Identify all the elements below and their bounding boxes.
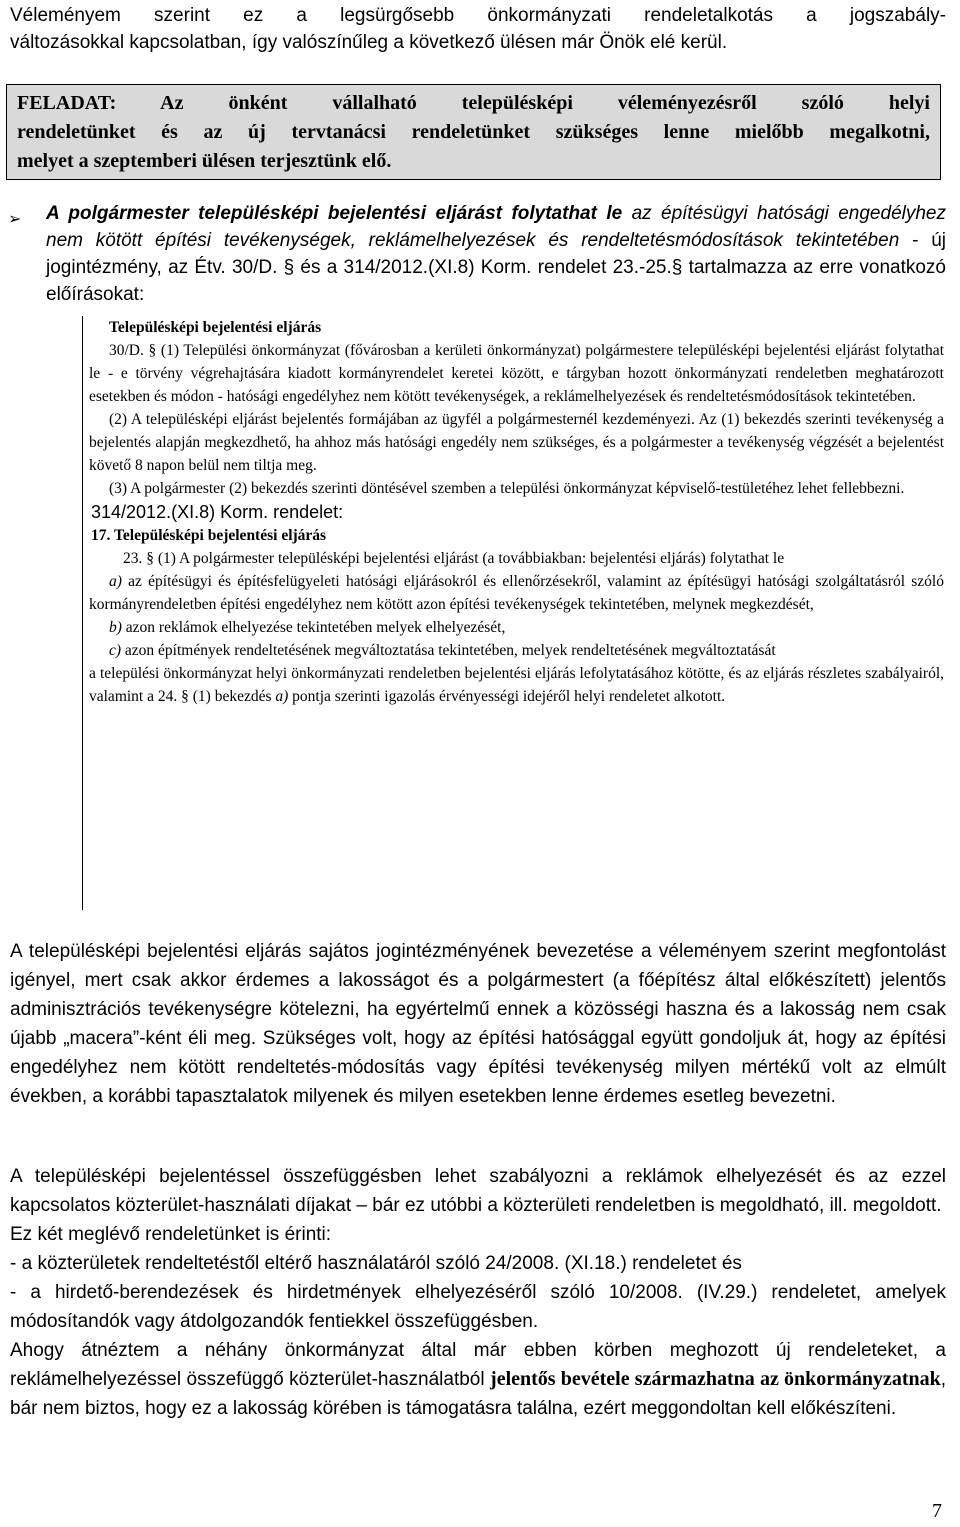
bullet-paragraph — [46, 200, 946, 308]
task-line-3: melyet a szeptemberi ülésen terjesztünk elő. — [17, 150, 392, 172]
intro-paragraph — [10, 2, 946, 56]
etv-paragraph-3: (3) A polgármester (2) bekezdés szerinti döntésével szemben a települési önkormányzat képviselő-testületéhez lehet fellebbezni. — [109, 480, 905, 497]
korm-point-b-label: b) — [109, 619, 122, 636]
korm-paragraph-1: 23. § (1) A polgármester településképi bejelentési eljárást (a továbbiakban: bejelentési eljárás) folytathat le — [123, 550, 785, 567]
task-line-2: rendeletünket és az új tervtanácsi rendeletünket szükséges lenne mielőbb megalkotni, — [17, 121, 930, 143]
paragraph-3-text: Ez két meglévő rendeletünket is érinti: — [10, 1224, 332, 1245]
list-item-2: - a hirdető-berendezések és hirdetmények elhelyezéséről szóló 10/2008. (IV.29.) rendeletet, amelyek módosítandók vagy átdolgozandók fentiekkel összefüggésben. — [10, 1282, 946, 1332]
korm-point-c-label: c) — [109, 642, 122, 659]
korm-heading: 17. Településképi bejelentési eljárás — [91, 527, 327, 544]
intro-line-2: változásokkal kapcsolatban, így valószínűleg a következő ülésen már Önök elé kerül. — [10, 32, 728, 53]
paragraph-4 — [10, 1336, 946, 1423]
legal-quote — [82, 316, 944, 910]
korm-point-a-text: az építésügyi és építésfelügyeleti hatósági eljárásokról és ellenőrzésekről, valamint az építésügyi hatósági szolgáltatásról szóló kormányrendeletben építési engedélyhez nem kötött azon építési tevékenységek tekintetében, melynek megkezdését, — [89, 573, 944, 613]
section-sign-1: § — [283, 257, 295, 278]
korm-title: 314/2012.(XI.8) Korm. rendelet: — [91, 502, 344, 522]
list-item-1: - a közterületek rendeltetéstől eltérő használatáról szóló 24/2008. (XI.18.) rendeletet és — [10, 1253, 742, 1274]
paragraph-2-block — [10, 1162, 946, 1423]
korm-point-c — [89, 639, 944, 662]
korm-point-a — [89, 570, 944, 616]
korm-closing — [89, 662, 944, 708]
etv-heading: Településképi bejelentési eljárás — [109, 319, 322, 336]
bullet-arrow-icon: ➢ — [8, 211, 22, 228]
task-line-1: FELADAT: Az önként vállalható településképi véleményezésről szóló helyi — [17, 92, 930, 114]
korm-point-b — [89, 616, 944, 639]
etv-paragraph-2: (2) A településképi eljárást bejelentés formájában az ügyfél a polgármesternél kezdeményezi. Az (1) bekezdés szerinti tevékenység a bejelentés alapján megkezdhető, ha ahhoz más hatósági engedély nem szükséges, és a polgármester a tevékenység végzését a bejelentést követő 8 napon belül nem tiltja meg. — [89, 411, 944, 474]
bullet-text-2: és a 314/2012.(XI.8) Korm. rendelet 23.-25. — [294, 257, 672, 278]
korm-closing-2: pontja szerinti igazolás érvényességi idejéről helyi rendeletet alkotott. — [288, 688, 726, 705]
bullet-text-3: tartalmazza az erre vonatkozó előírásokat: — [46, 257, 946, 305]
paragraph-2-text: A településképi bejelentéssel összefüggésben lehet szabályozni a reklámok elhelyezését és az ezzel kapcsolatos közterület-használati díjakat – bár ez utóbbi a közterületi rendeletben is megoldható, ill. megoldott. — [10, 1166, 946, 1216]
korm-closing-1: a települési önkormányzat helyi önkormányzati rendeletben bejelentési eljárás lefolytatásához kötötte, és az eljárás részletes szabályairól, valamint a 24. § (1) bekezdés — [89, 665, 944, 705]
bullet-italic: az építésügyi hatósági engedélyhez nem kötött építési tevékenységek, reklámelhelyezések és rendeltetésmódosítások tekintetében — [46, 203, 946, 251]
paragraph-4-text-b: , bár nem biztos, hogy ez a lakosság körében is támogatásra találna, ezért meggondoltan kell előkészíteni. — [10, 1369, 947, 1419]
paragraph-4-text-a: Ahogy átnéztem a néhány önkormányzat által már ebben körben meghozott új rendeleteket, a reklámelhelyezéssel összefüggő közterület-használatból — [10, 1340, 946, 1390]
intro-line-1: Véleményem szerint ez a legsürgősebb önkormányzati rendeletalkotás a jogszabály- — [10, 5, 946, 26]
paragraph-1-text: A településképi bejelentési eljárás sajátos jogintézményének bevezetése a véleményem szerint megfontolást igényel, mert csak akkor érdemes a lakosságot és a polgármestert (a főépítész által előkészített) jelentős adminisztrációs tevékenységre kötelezni, ha egyértelmű ennek a közösségi haszna és a lakosság nem csak újabb „macera”-ként éli meg. Szükséges volt, hogy az építési hatósággal együtt gondoljuk át, hogy az építési engedélyhez nem kötött rendeltetés-módosítás vagy építési tevékenység milyen mértékű volt az elmúlt években, a korábbi tapasztalatok milyenek és milyen esetekben lenne érdemes esetleg bevezetni. — [10, 941, 946, 1107]
korm-point-c-text: azon építmények rendeltetésének megváltoztatása tekintetében, melyek rendeltetésének megváltoztatását — [121, 642, 776, 659]
korm-point-b-text: azon reklámok elhelyezése tekintetében melyek elhelyezését, — [121, 619, 506, 636]
task-box — [6, 84, 941, 180]
bullet-italic-bold: A polgármester településképi bejelentési eljárást folytathat le — [46, 203, 623, 224]
section-sign-2: § — [671, 257, 683, 278]
page-number: 7 — [932, 1500, 942, 1522]
paragraph-1 — [10, 937, 946, 1111]
bullet-text-1: - új jogintézmény, az Étv. 30/D. — [46, 230, 946, 278]
korm-point-a-label: a) — [109, 573, 122, 590]
korm-closing-a: a) — [275, 688, 289, 705]
paragraph-4-bold: jelentős bevétele származhatna az önkormányzatnak — [490, 1368, 941, 1390]
etv-paragraph-1: 30/D. § (1) Települési önkormányzat (fővárosban a kerületi önkormányzat) polgármestere településképi bejelentési eljárást folytathat le - e törvény végrehajtására kiadott kormányrendelet keretei között, e tárgyban hozott önkormányzati rendeletben meghatározott esetekben és módon - hatósági engedélyhez nem kötött tevékenységek, a reklámelhelyezések és rendeltetésmódosítások tekintetében. — [89, 342, 944, 405]
